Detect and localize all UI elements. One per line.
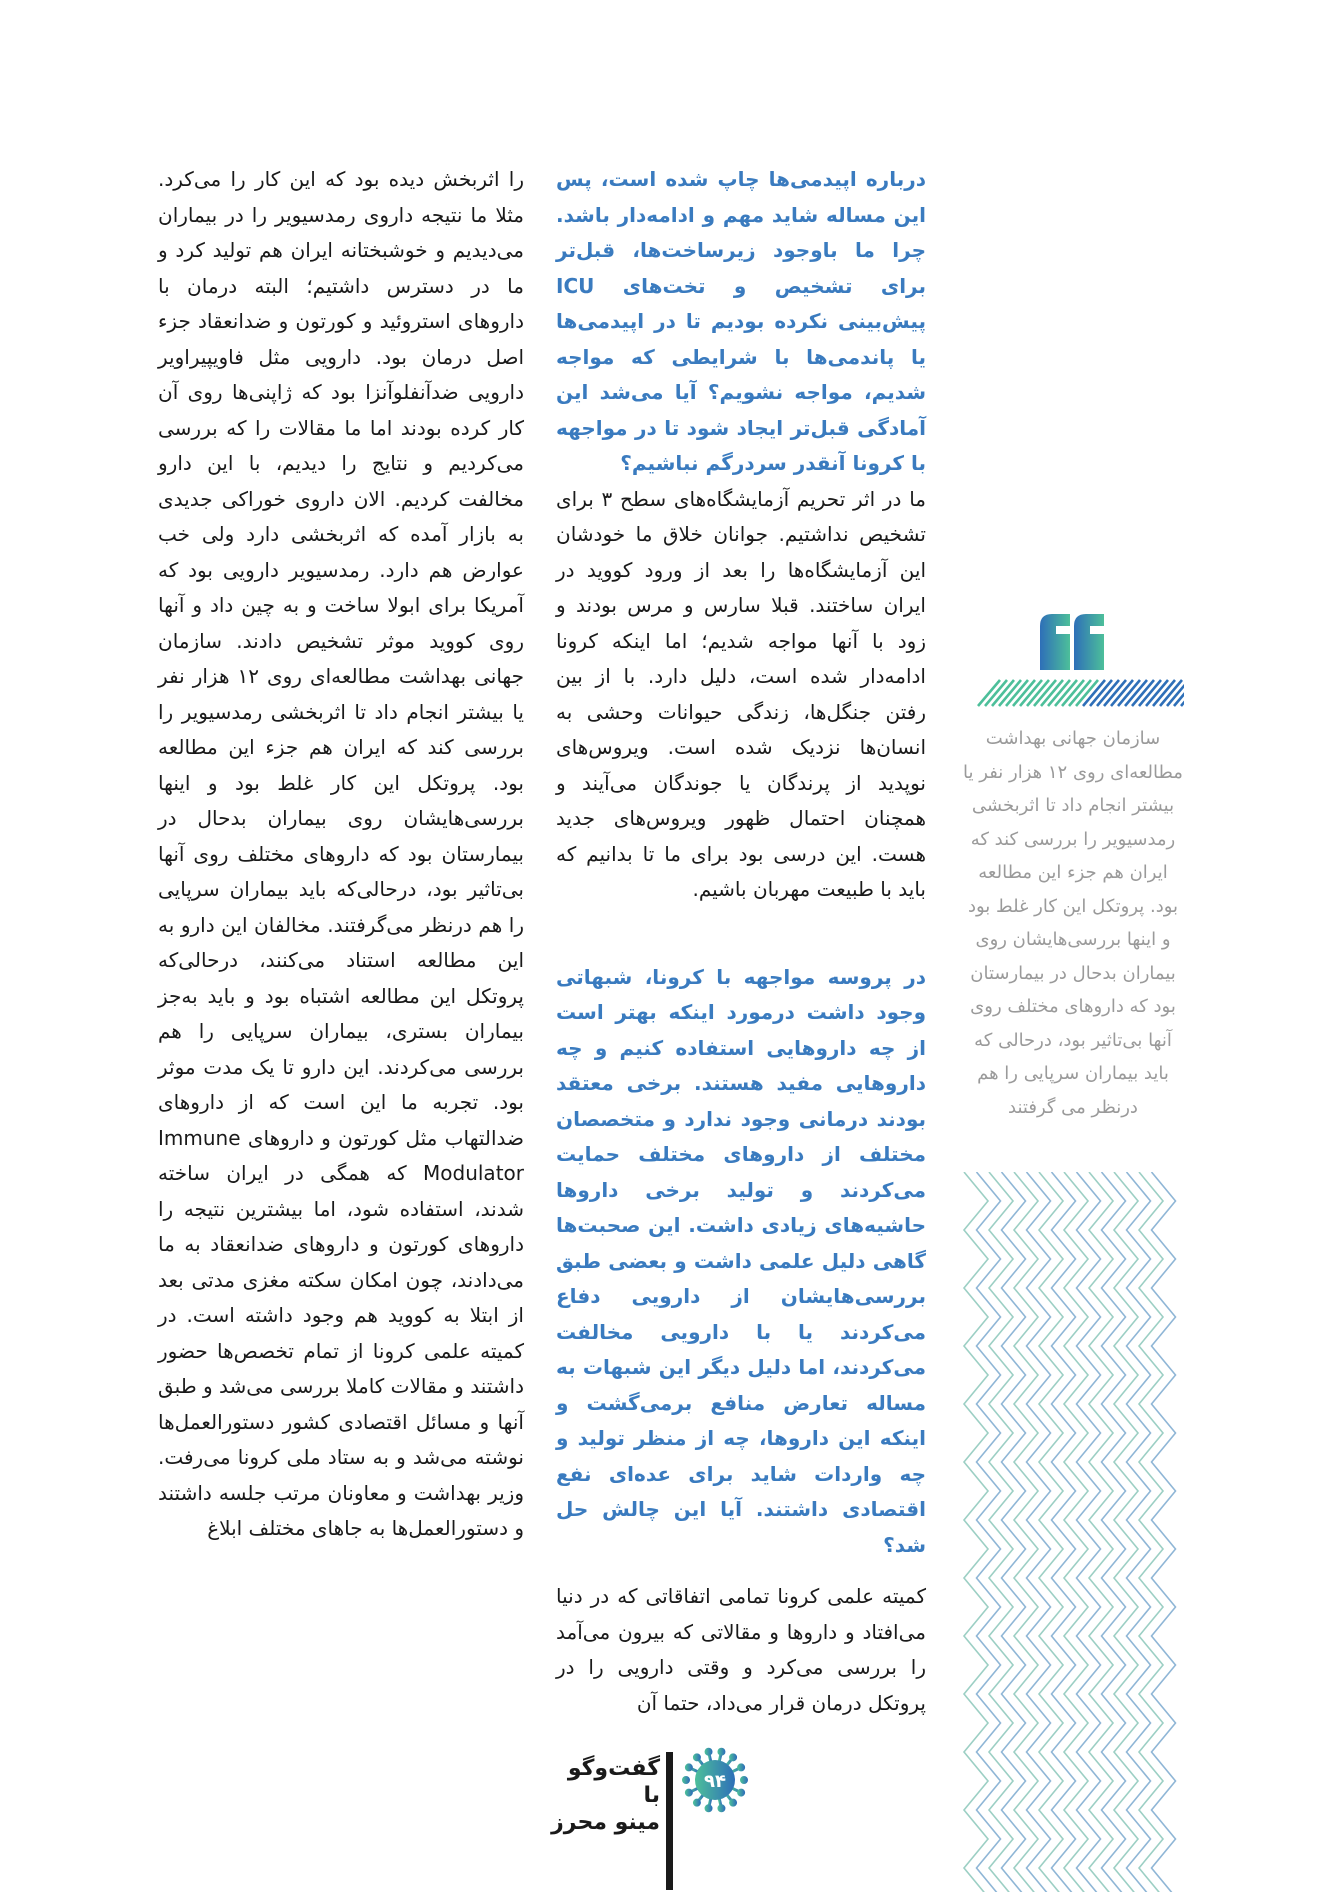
zigzag-line <box>977 1172 1001 1892</box>
page-number: ۹۴ <box>704 1771 726 1792</box>
zigzag-line <box>964 1172 988 1892</box>
zigzag-line <box>1052 1172 1076 1892</box>
zigzag-line <box>1114 1172 1138 1892</box>
zigzag-line <box>1152 1172 1176 1892</box>
zigzag-line <box>1077 1172 1101 1892</box>
interview-answer-2: کمیته علمی کرونا تمامی اتفاقاتی که در دنیا می‌افتاد و داروها و مقالاتی که بیرون می‌آمد را بررسی می‌کرد و وقتی دارویی را در پروتکل درمان قرار می‌داد، حتما آن <box>556 1584 926 1715</box>
zigzag-line <box>1089 1172 1113 1892</box>
zigzag-line <box>1039 1172 1063 1892</box>
interview-question-2: در پروسه مواجهه با کرونا، شبهاتی وجود داشت درمورد اینکه بهتر است از چه داروهایی استفاده کنیم و چه داروهایی مفید هستند. برخی معتقد بودند درمانی وجود ندارد و متخصصان مختلف از داروهای مختلف حمایت می‌کردند و تولید برخی داروها حاشیه‌های زیادی داشت. این صحبت‌ها گاهی دلیل علمی داشت و بعضی طبق بررسی‌هایشان از دارویی دفاع می‌کردند یا با دارویی مخالفت می‌کردند، اما دلیل دیگر این شبهات به مساله تعارض منافع برمی‌گشت و اینکه این داروها، چه از منظر تولید و چه واردات شاید برای عده‌ای نفع اقتصادی داشتند. آیا این چالش حل شد؟ <box>556 964 926 1557</box>
section-title <box>550 1755 660 1836</box>
interview-question-1: درباره اپیدمی‌ها چاپ شده است، پس این مساله شاید مهم و ادامه‌دار باشد. چرا ما باوجود زیرساخت‌ها، قبل‌تر برای تشخیص و تخت‌های ICU پیش‌بینی نکرده بودیم تا در اپیدمی‌ها یا پاندمی‌ها با شرایطی که مواجه شدیم، مواجه نشویم؟ آیا می‌شد این آمادگی قبل‌تر ایجاد شود تا در مواجهه با کرونا آنقدر سردرگم نباشیم؟ <box>556 167 926 475</box>
zigzag-line <box>1102 1172 1126 1892</box>
left-column-paragraph: را اثربخش دیده بود که این کار را می‌کرد. مثلا ما نتیجه داروی رمدسیویر را در بیماران می‌دیدیم و خوشبختانه ایران هم تولید کرد و ما در دسترس داشتیم؛ البته درمان با داروهای استروئید و کورتون و ضدانعقاد جزء اصل درمان بود. دارویی مثل فاویپیراویر دارویی ضدآنفلوآنزا بود که ژاپنی‌ها روی آن کار کرده بودند اما ما مقالات را که بررسی می‌کردیم و نتایج را دیدیم، با این دارو مخالفت کردیم. الان داروی خوراکی جدیدی به بازار آمده که اثربخشی دارد ولی خب عوارض هم دارد. رمدسیویر دارویی بود که آمریکا برای ابولا ساخت و به چین داد و آنها روی کووید موثر تشخیص دادند. سازمان جهانی بهداشت مطالعه‌ای روی ۱۲ هزار نفر یا بیشتر انجام داد تا اثربخشی رمدسیویر را بررسی کند که ایران هم جزء این مطالعه بود. پروتکل این کار غلط بود و اینها بررسی‌هایشان روی بیماران بدحال در بیمارستان بود که داروهای مختلف روی آنها بی‌تاثیر بود، درحالی‌که باید بیماران سرپایی را هم درنظر می‌گرفتند. مخالفان این دارو به این مطالعه استناد می‌کنند، درحالی‌که پروتکل این مطالعه اشتباه بود و باید به‌جز بیماران بستری، بیماران سرپایی را هم بررسی می‌کردند. این دارو تا یک مدت موثر بود. تجربه ما این است که از داروهای ضدالتهاب مثل کورتون و داروهای Immune Modulator که همگی در ایران ساخته شدند، استفاده شود، اما بیشترین نتیجه را داروهای کورتون و داروهای ضدانعقاد به ما می‌دادند، چون امکان سکته مغزی مدتی بعد از ابتلا به کووید هم وجود داشته است. در کمیته علمی کرونا از تمام تخصص‌ها حضور داشتند و مقالات کاملا بررسی می‌شد و طبق آنها و مسائل اقتصادی کشور دستورالعمل‌ها نوشته می‌شد و به ستاد ملی کرونا می‌رفت. وزیر بهداشت و معاونان مرتب جلسه داشتند و دستورالعمل‌ها به جاهای مختلف ابلاغ <box>158 167 524 1540</box>
zigzag-line <box>989 1172 1013 1892</box>
section-title-line-2: مینو محرز <box>551 1810 660 1835</box>
zigzag-line <box>1127 1172 1151 1892</box>
left-column <box>158 162 524 1547</box>
quotation-mark-icon <box>1036 612 1108 672</box>
zigzag-line <box>1064 1172 1088 1892</box>
zigzag-line <box>1002 1172 1026 1892</box>
virus-icon <box>680 1745 750 1815</box>
interview-answer-1: ما در اثر تحریم آزمایشگاه‌های سطح ۳ برای تشخیص نداشتیم. جوانان خلاق ما خودشان این آزمایشگاه‌ها را بعد از ورود کووید در ایران ساختند. قبلا سارس و مرس بودند و زود با آنها مواجه شدیم؛ اما اینکه کرونا ادامه‌دار شده است، دلیل دارد. با از بین رفتن جنگل‌ها، زندگی حیوانات وحشی به انسان‌ها نزدیک شده است. ویروس‌های نوپدید از پرندگان یا جوندگان می‌آیند و همچنان احتمال ظهور ویروس‌های جدید هست. این درسی بود برای ما تا بدانیم که باید با طبیعت مهربان باشیم. <box>556 486 926 901</box>
middle-column <box>556 162 926 1721</box>
zigzag-line <box>1014 1172 1038 1892</box>
footer-divider <box>666 1752 673 1890</box>
diagonal-stripes-decoration <box>970 678 1184 708</box>
zigzag-line <box>1027 1172 1051 1892</box>
pull-quote: سازمان جهانی بهداشت مطالعه‌ای روی ۱۲ هزار نفر یا بیشتر انجام داد تا اثربخشی رمدسیویر را بررسی کند که ایران هم جزء این مطالعه بود. پروتکل این کار غلط بود و اینها بررسی‌هایشان روی بیماران بدحال در بیمارستان بود که داروهای مختلف روی آنها بی‌تاثیر بود، درحالی که باید بیماران سرپایی را هم درنظر می گرفتند <box>963 728 1183 1118</box>
zigzag-line <box>1139 1172 1163 1892</box>
zigzag-pattern-decoration <box>950 1172 1190 1892</box>
section-title-line-1: گفت‌وگو با <box>567 1756 660 1808</box>
